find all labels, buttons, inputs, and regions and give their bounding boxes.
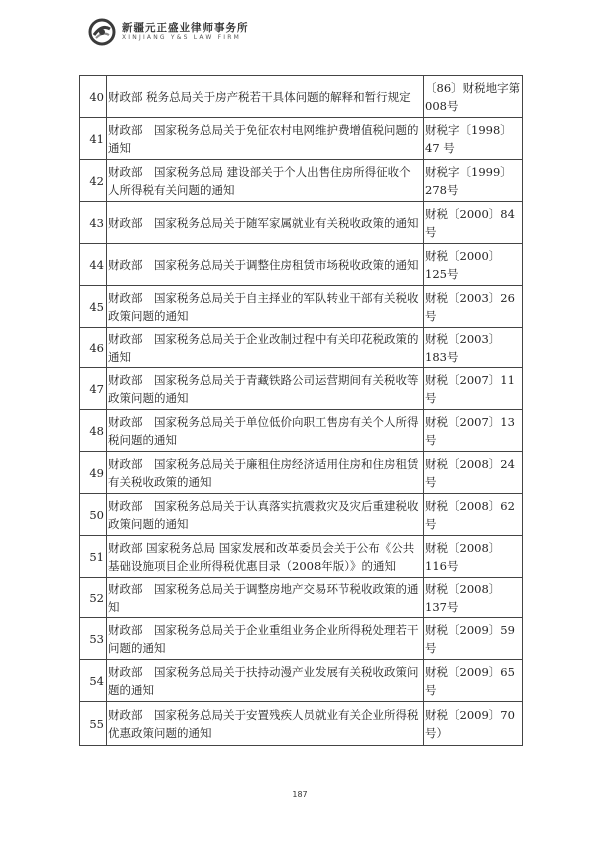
table-row: [80, 244, 523, 286]
row-number: 41: [80, 118, 107, 160]
row-title: 财政部 税务总局关于房产税若干具体问题的解释和暂行规定: [107, 76, 424, 118]
row-title: 财政部 国家税务总局关于调整房地产交易环节税收政策的通知: [107, 578, 424, 618]
row-document-number: 财税〔2009〕59号: [424, 618, 523, 660]
row-title: 财政部 国家税务总局关于调整住房租赁市场税收政策的通知: [107, 244, 424, 286]
table-row: [80, 328, 523, 368]
row-number: 55: [80, 702, 107, 746]
table-row: [80, 410, 523, 452]
row-document-number: 财税〔2008〕62号: [424, 494, 523, 536]
row-document-number: 财税〔2008〕24号: [424, 452, 523, 494]
row-document-number: 财税〔2007〕11号: [424, 368, 523, 410]
row-document-number: 财税字〔1998〕47 号: [424, 118, 523, 160]
row-title: 财政部 国家税务总局关于扶持动漫产业发展有关税收政策问题的通知: [107, 660, 424, 702]
row-title: 财政部 国家税务总局关于企业重组业务企业所得税处理若干问题的通知: [107, 618, 424, 660]
row-number: 54: [80, 660, 107, 702]
row-title: 财政部 国家税务总局关于单位低价向职工售房有关个人所得税问题的通知: [107, 410, 424, 452]
row-title: 财政部 国家税务总局 国家发展和改革委员会关于公布《公共基础设施项目企业所得税优惠目录（2008年版）》的通知: [107, 536, 424, 578]
row-number: 43: [80, 202, 107, 244]
row-document-number: 财税〔2003〕26号: [424, 286, 523, 328]
row-title: 财政部 国家税务总局 建设部关于个人出售住房所得征收个人所得税有关问题的通知: [107, 160, 424, 202]
firm-name-en: XINJIANG Y&S LAW FIRM: [122, 34, 241, 42]
row-document-number: 财税〔2008〕137号: [424, 578, 523, 618]
row-document-number: 财税〔2000〕84号: [424, 202, 523, 244]
firm-logo-icon: [88, 18, 116, 46]
row-number: 46: [80, 328, 107, 368]
row-number: 42: [80, 160, 107, 202]
row-document-number: 财税〔2009〕65号: [424, 660, 523, 702]
row-title: 财政部 国家税务总局关于企业改制过程中有关印花税政策的通知: [107, 328, 424, 368]
table-row: [80, 578, 523, 618]
table-row: [80, 160, 523, 202]
row-document-number: 财税〔2000〕125号: [424, 244, 523, 286]
row-number: 51: [80, 536, 107, 578]
row-title: 财政部 国家税务总局关于青藏铁路公司运营期间有关税收等政策问题的通知: [107, 368, 424, 410]
table-row: [80, 702, 523, 746]
table-row: [80, 494, 523, 536]
table-row: [80, 76, 523, 118]
regulation-table-body: [80, 76, 523, 746]
page-number: 187: [292, 790, 308, 799]
row-number: 44: [80, 244, 107, 286]
row-number: 47: [80, 368, 107, 410]
row-document-number: 财税字〔1999〕278号: [424, 160, 523, 202]
row-number: 52: [80, 578, 107, 618]
table-row: [80, 536, 523, 578]
table-row: [80, 452, 523, 494]
row-title: 财政部 国家税务总局关于随军家属就业有关税收政策的通知: [107, 202, 424, 244]
table-row: [80, 368, 523, 410]
row-title: 财政部 国家税务总局关于廉租住房经济适用住房和住房租赁有关税收政策的通知: [107, 452, 424, 494]
firm-name-cn: 新疆元正盛业律师事务所: [122, 21, 249, 34]
table-row: [80, 660, 523, 702]
row-document-number: 财税〔2007〕13号: [424, 410, 523, 452]
table-row: [80, 618, 523, 660]
table-row: [80, 202, 523, 244]
table-row: [80, 118, 523, 160]
row-title: 财政部 国家税务总局关于安置残疾人员就业有关企业所得税优惠政策问题的通知: [107, 702, 424, 746]
row-document-number: 财税〔2003〕183号: [424, 328, 523, 368]
row-title: 财政部 国家税务总局关于自主择业的军队转业干部有关税收政策问题的通知: [107, 286, 424, 328]
row-number: 50: [80, 494, 107, 536]
row-title: 财政部 国家税务总局关于认真落实抗震救灾及灾后重建税收政策问题的通知: [107, 494, 424, 536]
table-row: [80, 286, 523, 328]
regulation-table: [79, 75, 523, 746]
row-document-number: 财税〔2009〕70号）: [424, 702, 523, 746]
letterhead: [88, 16, 249, 48]
row-number: 49: [80, 452, 107, 494]
row-document-number: 〔86〕财税地字第 008号: [424, 76, 523, 118]
row-number: 45: [80, 286, 107, 328]
row-number: 40: [80, 76, 107, 118]
row-number: 53: [80, 618, 107, 660]
row-title: 财政部 国家税务总局关于免征农村电网维护费增值税问题的通知: [107, 118, 424, 160]
row-number: 48: [80, 410, 107, 452]
row-document-number: 财税〔2008〕116号: [424, 536, 523, 578]
